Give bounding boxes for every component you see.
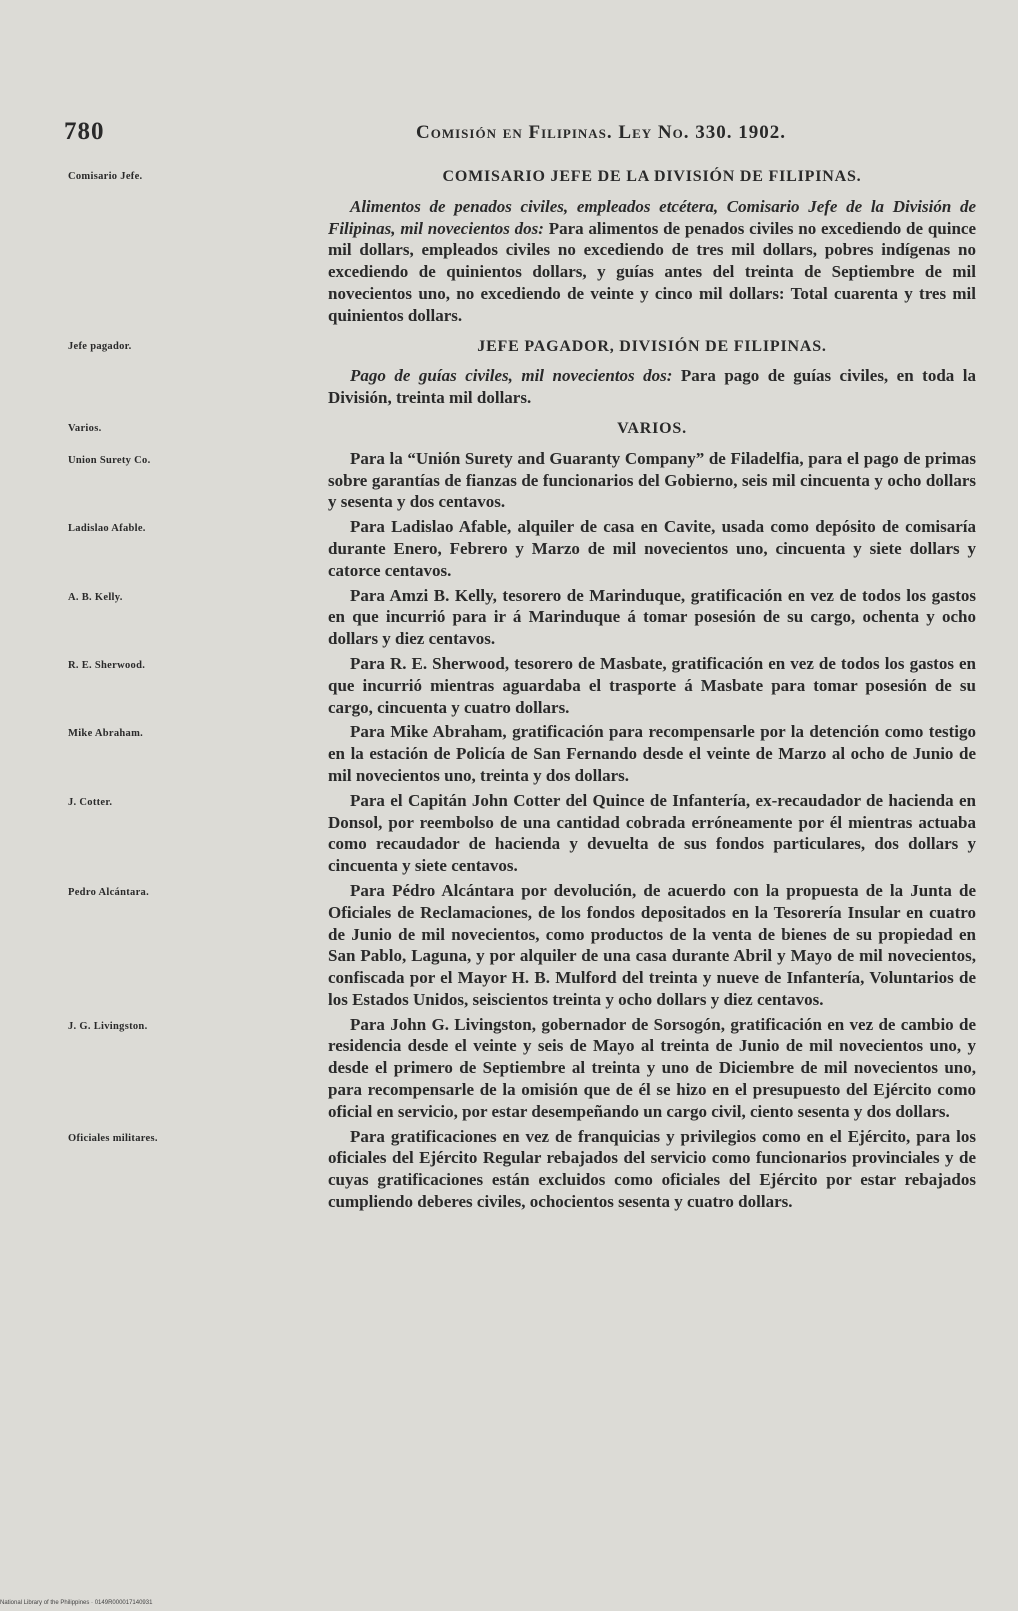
section-varios-heading-row (68, 416, 980, 448)
varios-item (68, 1014, 980, 1126)
paragraph-text: Para pago de guías civiles, en toda la División, treinta mil dollars. (328, 366, 976, 408)
section-heading: VARIOS. (617, 419, 687, 437)
varios-item (68, 721, 980, 789)
paragraph-text: Para alimentos de penados civiles no excediendo de quince mil dollars, empleados civiles no excediendo de tres mil dollars, pobres indígenas no excediendo de quinientos dollars, y guías antes del treinta de Septiembre de mil novecientos uno, no excediendo de veinte y cinco mil dollars: Total cuarenta y tres mil quinientos dollars. (328, 218, 976, 325)
section-jefe-pagador-body-row (68, 365, 980, 412)
section-paragraph (328, 365, 976, 409)
section-comisario-body-row (68, 196, 980, 330)
margin-note: Comisario Jefe. (68, 171, 143, 182)
margin-note: R. E. Sherwood. (68, 659, 146, 671)
paragraph-lead: Pago de guías civiles, mil novecientos dos: (350, 366, 673, 386)
margin-note: J. Cotter. (68, 796, 113, 808)
margin-note: Pedro Alcántara. (68, 886, 150, 898)
item-paragraph: Para gratificaciones en vez de franquicias y privilegios como en el Ejército, para los oficiales del Ejército Regular rebajados del servicio como funcionarios provinciales y de cuyas gratificaciones están excluidos como oficiales del Ejército por estar rebajados cumpliendo deberes civiles, ochocientos sesenta y cuatro dollars. (328, 1126, 976, 1212)
item-paragraph: Para Ladislao Afable, alquiler de casa en Cavite, usada como depósito de comisaría durante Enero, Febrero y Marzo de mil novecientos uno, cincuenta y siete dollars y catorce centavos. (328, 517, 976, 580)
item-paragraph: Para John G. Livingston, gobernador de Sorsogón, gratificación en vez de cambio de residencia desde el veinte y seis de Mayo al treinta de Junio de mil novecientos uno, y desde el primero de Septiembre al treinta y uno de Diciembre de mil novecientos uno, para recompensarle de la omisión que de él se hizo en el presupuesto del Ejército como oficial en servicio, por estar desempeñando un cargo civil, ciento sesenta y dos dollars. (328, 1014, 976, 1121)
varios-item (68, 790, 980, 880)
section-heading: COMISARIO JEFE DE LA DIVISIÓN DE FILIPINAS. (442, 168, 862, 185)
margin-note: Varios. (68, 422, 102, 434)
margin-note: A. B. Kelly. (68, 591, 123, 603)
section-comisario-heading-row (68, 164, 980, 196)
varios-item (68, 585, 980, 653)
paragraph-lead: Alimentos de penados civiles, empleados etcétera, Comisario Jefe de la División de Filipinas, mil novecientos dos: (328, 196, 976, 238)
scan-footer: National Library of the Philippines · 0149R000017140931 (0, 1600, 153, 1606)
varios-item (68, 448, 980, 516)
section-paragraph (328, 196, 976, 327)
item-paragraph: Para R. E. Sherwood, tesorero de Masbate, gratificación en vez de todos los gastos en que incurrió mientras aguardaba el trasporte á Masbate para tomar posesión de su cargo, cincuenta y cuatro dollars. (328, 653, 976, 717)
section-jefe-pagador-heading-row (68, 334, 980, 366)
page-content (68, 164, 980, 1216)
margin-note: Mike Abraham. (68, 728, 144, 740)
item-paragraph: Para el Capitán John Cotter del Quince de Infantería, ex-recaudador de hacienda en Donsol, por reembolso de una cantidad cobrada erróneamente por él mientras actuaba como recaudador de hacienda y devuelta de sus fondos particulares, dos dollars y cincuenta y siete centavos. (328, 790, 976, 876)
running-header: Comisión en Filipinas. Ley No. 330. 1902. (416, 122, 786, 143)
varios-item (68, 653, 980, 721)
varios-item (68, 516, 980, 584)
item-paragraph: Para Pédro Alcántara por devolución, de acuerdo con la propuesta de la Junta de Oficiales de Reclamaciones, de los fondos depositados en la Tesorería Insular en cuatro de Junio de mil novecientos, como productos de la venta de bienes de su propiedad en San Pablo, Laguna, y por alquiler de una casa durante Abril y Mayo de mil novecientos, confiscada por el Mayor H. B. Mulford del treinta y nueve de Infantería, Voluntarios de los Estados Unidos, seiscientos treinta y ocho dollars y diez centavos. (328, 880, 976, 1009)
margin-note: Ladislao Afable. (68, 523, 146, 535)
item-paragraph: Para la “Unión Surety and Guaranty Company” de Filadelfia, para el pago de primas sobre garantías de fianzas de funcionarios del Gobierno, seis mil cincuenta y ocho dollars y sesenta y dos centavos. (328, 448, 976, 512)
item-paragraph: Para Amzi B. Kelly, tesorero de Marinduque, gratificación en vez de todos los gastos en que incurrió para ir á Marinduque á tomar posesión de su cargo, ochenta y ocho dollars y diez centavos. (328, 585, 976, 649)
margin-note: Oficiales militares. (68, 1132, 158, 1144)
varios-item (68, 880, 980, 1014)
margin-note: Jefe pagador. (68, 340, 132, 352)
section-heading: JEFE PAGADOR, DIVISIÓN DE FILIPINAS. (477, 337, 827, 355)
margin-note: J. G. Livingston. (68, 1020, 148, 1032)
page-number: 780 (64, 118, 105, 145)
varios-item (68, 1126, 980, 1216)
margin-note: Union Surety Co. (68, 454, 151, 466)
item-paragraph: Para Mike Abraham, gratificación para recompensarle por la detención como testigo en la estación de Policía de San Fernando desde el veinte de Marzo al ocho de Junio de mil novecientos uno, treinta y dos dollars. (328, 722, 976, 785)
